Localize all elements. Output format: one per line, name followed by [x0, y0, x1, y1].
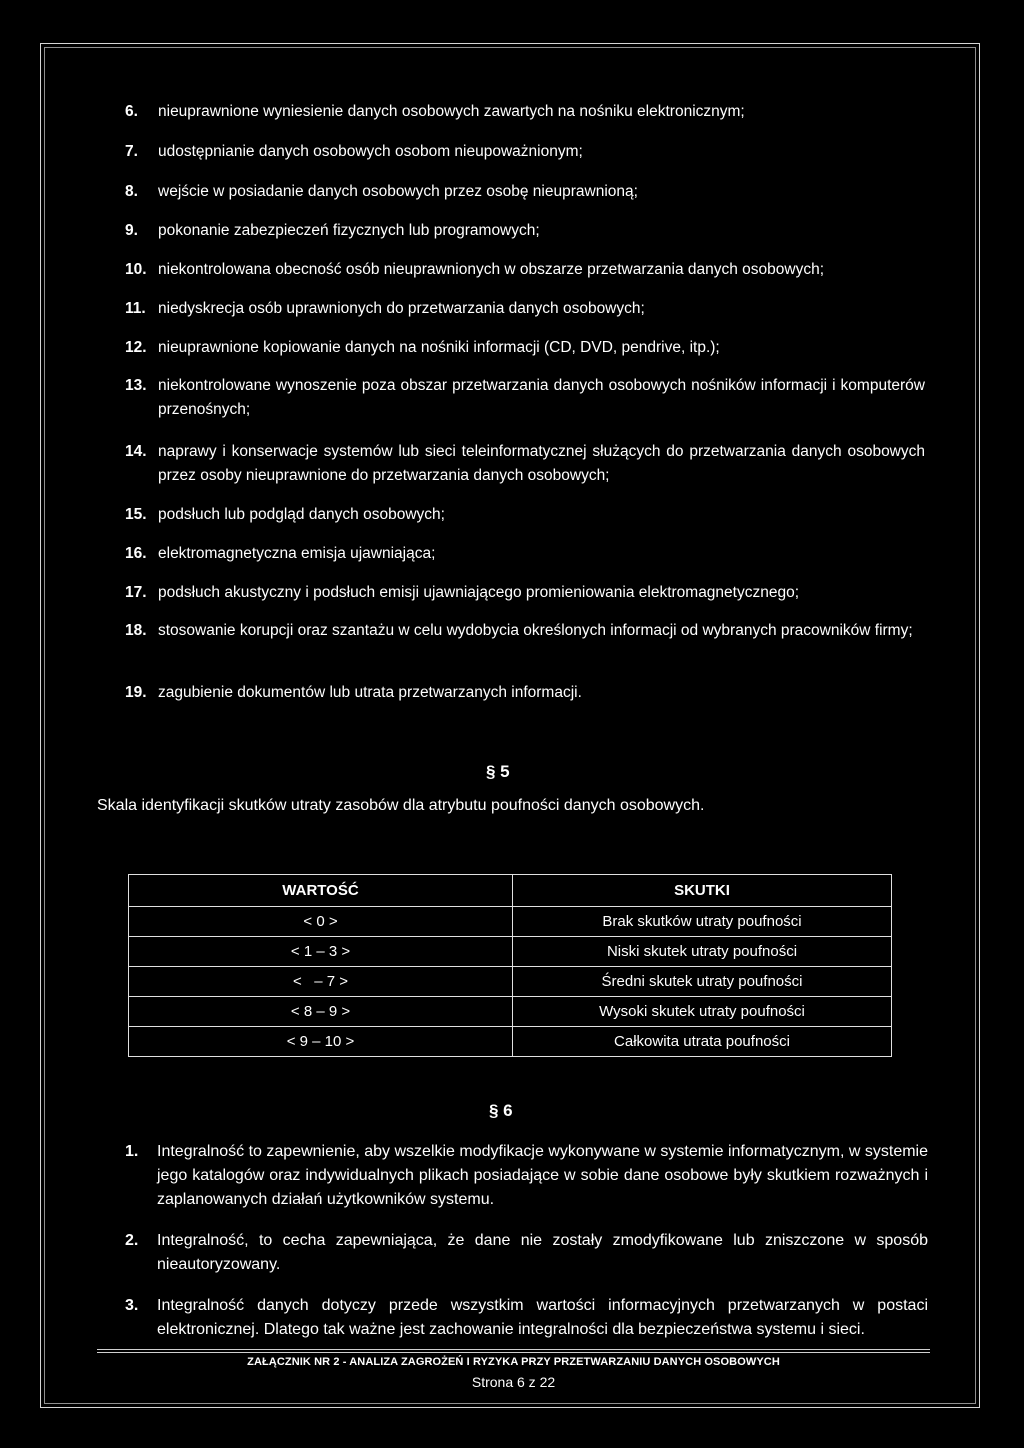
table-cell-effect: Brak skutków utraty poufności — [513, 907, 892, 937]
table-row — [129, 937, 892, 967]
threat-text: stosowanie korupcji oraz szantażu w celu wydobycia określonych informacji od wybranych pracowników firmy; — [158, 622, 913, 639]
threat-text: nieuprawnione wyniesienie danych osobowych zawartych na nośniku elektronicznym; — [158, 103, 745, 120]
threat-text: elektromagnetyczna emisja ujawniająca; — [158, 545, 436, 562]
threat-text: naprawy i konserwacje systemów lub sieci teleinformatycznej służących do przetwarzania danych osobowych przez osoby nieuprawnione do przetwarzania danych osobowych; — [158, 443, 925, 484]
threat-item-7 — [125, 140, 925, 164]
table-header-row — [129, 875, 892, 907]
integrity-text: Integralność to zapewnienie, aby wszelkie modyfikacje wykonywane w systemie informatycznym, w systemie jego katalogów oraz indywidualnych plikach posiadające w sobie dane osobowe były skutkiem rozważnych i zaplanowanych działań użytkowników systemu. — [157, 1143, 928, 1208]
threat-number: 11. — [125, 300, 146, 317]
threat-text: wejście w posiadanie danych osobowych przez osobę nieuprawnioną; — [158, 183, 638, 200]
footer-title: ZAŁĄCZNIK NR 2 - ANALIZA ZAGROŻEŃ I RYZYKA PRZY PRZETWARZANIU DANYCH OSOBOWYCH — [247, 1356, 780, 1368]
footer-rule — [97, 1349, 930, 1350]
threat-number: 7. — [125, 143, 138, 160]
table-cell-effect: Niski skutek utraty poufności — [513, 937, 892, 967]
threat-item-16 — [125, 542, 925, 566]
threat-item-11 — [125, 297, 925, 321]
table-row — [129, 997, 892, 1027]
threat-item-9 — [125, 219, 925, 243]
threat-item-18 — [125, 619, 925, 643]
section-5-heading: Skala identyfikacji skutków utraty zasobów dla atrybutu poufności danych osobowych. — [97, 797, 705, 814]
threat-item-17 — [125, 581, 925, 605]
threat-text: udostępnianie danych osobowych osobom nieupoważnionym; — [158, 143, 583, 160]
footer-rule-secondary — [97, 1352, 930, 1353]
integrity-item-2 — [125, 1229, 928, 1277]
threat-text: nieuprawnione kopiowanie danych na nośniki informacji (CD, DVD, pendrive, itp.); — [158, 339, 720, 356]
threat-number: 17. — [125, 584, 147, 601]
threat-number: 9. — [125, 222, 138, 239]
threat-item-12 — [125, 336, 925, 360]
threat-text: niekontrolowana obecność osób nieuprawnionych w obszarze przetwarzania danych osobowych; — [158, 261, 825, 278]
threat-number: 16. — [125, 545, 147, 562]
integrity-number: 2. — [125, 1232, 139, 1249]
threat-item-6 — [125, 100, 925, 124]
column-header-value: WARTOŚĆ — [129, 875, 513, 907]
table-row — [129, 1027, 892, 1057]
threat-item-13 — [125, 374, 925, 422]
table-cell-effect: Średni skutek utraty poufności — [513, 967, 892, 997]
threat-number: 19. — [125, 684, 147, 701]
threat-text: pokonanie zabezpieczeń fizycznych lub programowych; — [158, 222, 540, 239]
table-cell-effect: Wysoki skutek utraty poufności — [513, 997, 892, 1027]
integrity-number: 1. — [125, 1143, 139, 1160]
page-number: Strona 6 z 22 — [471, 1374, 556, 1390]
table-cell-effect: Całkowita utrata poufności — [513, 1027, 892, 1057]
threat-number: 18. — [125, 622, 147, 639]
integrity-item-1 — [125, 1140, 928, 1212]
threat-text: podsłuch lub podgląd danych osobowych; — [158, 506, 445, 523]
confidentiality-scale-table — [128, 874, 892, 1057]
table-cell-value: < 9 – 10 > — [129, 1027, 513, 1057]
threat-item-14 — [125, 440, 925, 488]
table-row — [129, 967, 892, 997]
threat-item-10 — [125, 258, 925, 282]
threat-item-15 — [125, 503, 925, 527]
threat-text: zagubienie dokumentów lub utrata przetwarzanych informacji. — [158, 684, 582, 701]
threat-number: 14. — [125, 443, 147, 460]
table-cell-value: < – 7 > — [129, 967, 513, 997]
threat-item-8 — [125, 180, 925, 204]
threat-number: 8. — [125, 183, 138, 200]
threat-item-19 — [125, 681, 925, 705]
threat-text: niekontrolowane wynoszenie poza obszar przetwarzania danych osobowych nośników informacji i komputerów przenośnych; — [158, 377, 925, 418]
threat-number: 6. — [125, 103, 138, 120]
integrity-number: 3. — [125, 1297, 139, 1314]
table-cell-value: < 0 > — [129, 907, 513, 937]
threat-number: 15. — [125, 506, 147, 523]
threat-number: 13. — [125, 377, 147, 394]
threat-text: podsłuch akustyczny i podsłuch emisji ujawniającego promieniowania elektromagnetycznego; — [158, 584, 800, 601]
integrity-text: Integralność, to cecha zapewniająca, że dane nie zostały zmodyfikowane lub zniszczone w sposób nieautoryzowany. — [157, 1232, 928, 1273]
table-cell-value: < 8 – 9 > — [129, 997, 513, 1027]
column-header-effects: SKUTKI — [513, 875, 892, 907]
section-5-mark: § 5 — [486, 762, 510, 781]
threat-text: niedyskrecja osób uprawnionych do przetwarzania danych osobowych; — [158, 300, 645, 317]
integrity-text: Integralność danych dotyczy przede wszystkim wartości informacyjnych przetwarzanych w postaci elektronicznej. Dlatego tak ważne jest zachowanie integralności dla bezpieczeństwa systemu i sieci. — [157, 1297, 928, 1338]
section-6-mark: § 6 — [489, 1101, 513, 1120]
threat-number: 10. — [125, 261, 147, 278]
table-row — [129, 907, 892, 937]
integrity-item-3 — [125, 1294, 928, 1342]
threat-number: 12. — [125, 339, 147, 356]
table-cell-value: < 1 – 3 > — [129, 937, 513, 967]
